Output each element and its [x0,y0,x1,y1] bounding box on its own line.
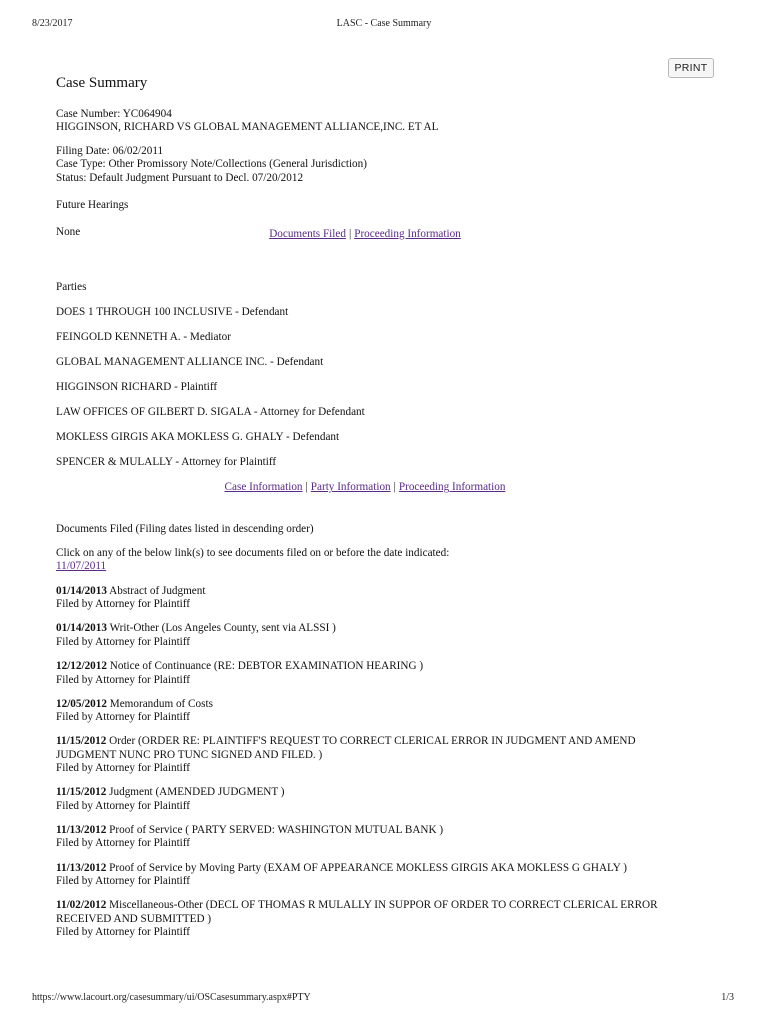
document-filed-by: Filed by Attorney for Plaintiff [56,762,191,775]
document-row [56,786,676,799]
filing-date-label: Filing Date: [56,144,110,157]
print-button[interactable]: PRINT [668,58,714,78]
party-information-link[interactable]: Party Information [310,481,391,494]
document-filed-by: Filed by Attorney for Plaintiff [56,598,191,611]
document-filed-by: Filed by Attorney for Plaintiff [56,925,191,938]
document-filed-by: Filed by Attorney for Plaintiff [56,874,191,887]
document-description: Notice of Continuance (RE: DEBTOR EXAMINATION HEARING ) [106,660,424,673]
document-row [56,585,676,598]
case-number-label: Case Number: [56,108,121,120]
document-filed-by: Filed by Attorney for Plaintiff [56,635,191,648]
nav-separator: | [393,481,396,494]
document-description: Abstract of Judgment [106,584,206,597]
document-description: Proof of Service by Moving Party (EXAM OF APPEARANCE MOKLESS GIRGIS AKA MOKLESS G GHALY ) [106,861,627,874]
document-row [56,735,676,762]
document-entry [56,899,676,939]
documents-date-link[interactable]: 11/07/2011 [56,560,107,573]
document-entry [56,786,676,813]
document-description: Memorandum of Costs [106,697,213,710]
document-date: 12/12/2012 [56,660,107,673]
status-value: Default Judgment Pursuant to Decl. 07/20/2012 [89,171,304,184]
future-hearings-heading: Future Hearings [56,199,129,212]
page-title: Case Summary [56,75,148,91]
proceeding-information-link[interactable]: Proceeding Information [398,481,506,494]
document-filed-by: Filed by Attorney for Plaintiff [56,837,191,850]
document-filed-by: Filed by Attorney for Plaintiff [56,799,191,812]
document-row [56,824,676,837]
document-date: 11/15/2012 [56,786,107,799]
document-entry [56,862,676,889]
case-type-label: Case Type: [56,158,106,171]
party-item: FEINGOLD KENNETH A. - Mediator [56,331,231,344]
document-date: 01/14/2013 [56,622,107,635]
document-entry [56,660,676,687]
document-description: Proof of Service ( PARTY SERVED: WASHINGTON MUTUAL BANK ) [106,823,444,836]
document-entry [56,824,676,851]
section-nav-middle [36,481,694,494]
document-entry [56,585,676,612]
case-number-row [56,108,676,121]
case-information-link[interactable]: Case Information [224,481,303,494]
case-type-row [56,158,676,171]
print-footer-url: https://www.lacourt.org/casesummary/ui/OSCasesummary.aspx#PTY [32,992,311,1003]
parties-heading: Parties [56,281,87,294]
document-date: 11/13/2012 [56,861,107,874]
document-description: Writ-Other (Los Angeles County, sent via ALSSI ) [106,622,336,635]
status-row [56,172,676,185]
document-list [56,585,676,940]
document-date: 11/13/2012 [56,823,107,836]
document-row [56,862,676,875]
party-item: HIGGINSON RICHARD - Plaintiff [56,381,218,394]
section-nav-top [36,228,694,241]
case-caption: HIGGINSON, RICHARD VS GLOBAL MANAGEMENT ALLIANCE,INC. ET AL [56,121,439,134]
document-date: 12/05/2012 [56,697,107,710]
document-description: Miscellaneous-Other (DECL OF THOMAS R MULALLY IN SUPPOR OF ORDER TO CORRECT CLERICAL ERROR RECEIVED AND SUBMITTED ) [56,899,658,925]
party-item: DOES 1 THROUGH 100 INCLUSIVE - Defendant [56,306,289,319]
print-header-title: LASC - Case Summary [336,18,432,29]
document-filed-by: Filed by Attorney for Plaintiff [56,711,191,724]
document-entry [56,622,676,649]
nav-separator: | [348,227,352,240]
document-date: 01/14/2013 [56,584,107,597]
print-header-date: 8/23/2017 [32,18,73,29]
print-footer-page: 1/3 [721,992,734,1003]
document-description: Judgment (AMENDED JUDGMENT ) [106,786,285,799]
party-item: SPENCER & MULALLY - Attorney for Plaintiff [56,456,277,469]
filing-date-row [56,145,676,158]
documents-filed-link[interactable]: Documents Filed [269,227,346,240]
document-date: 11/15/2012 [56,735,107,748]
case-summary-content [56,74,676,950]
document-row [56,622,676,635]
case-number-value: YC064904 [122,108,172,120]
status-label: Status: [56,171,87,184]
filing-date-value: 06/02/2011 [112,144,164,157]
party-item: GLOBAL MANAGEMENT ALLIANCE INC. - Defendant [56,356,324,369]
proceeding-information-link[interactable]: Proceeding Information [354,227,461,240]
party-item: MOKLESS GIRGIS AKA MOKLESS G. GHALY - Defendant [56,431,340,444]
party-list [56,306,676,469]
party-item: LAW OFFICES OF GILBERT D. SIGALA - Attorney for Defendant [56,406,365,419]
documents-instruction: Click on any of the below link(s) to see documents filed on or before the date indicated: [56,547,450,560]
document-description: Order (ORDER RE: PLAINTIFF'S REQUEST TO CORRECT CLERICAL ERROR IN JUDGMENT AND AMEND JUDGMENT NUNC PRO TUNC SIGNED AND FILED. ) [56,735,636,761]
document-row [56,698,676,711]
case-type-value: Other Promissory Note/Collections (General Jurisdiction) [108,158,367,171]
document-entry [56,735,676,775]
document-filed-by: Filed by Attorney for Plaintiff [56,673,191,686]
documents-heading: Documents Filed (Filing dates listed in descending order) [56,522,314,535]
document-date: 11/02/2012 [56,899,107,912]
future-hearings-value: None [56,226,81,239]
document-entry [56,698,676,725]
nav-separator: | [305,481,308,494]
document-row [56,899,676,926]
document-row [56,660,676,673]
